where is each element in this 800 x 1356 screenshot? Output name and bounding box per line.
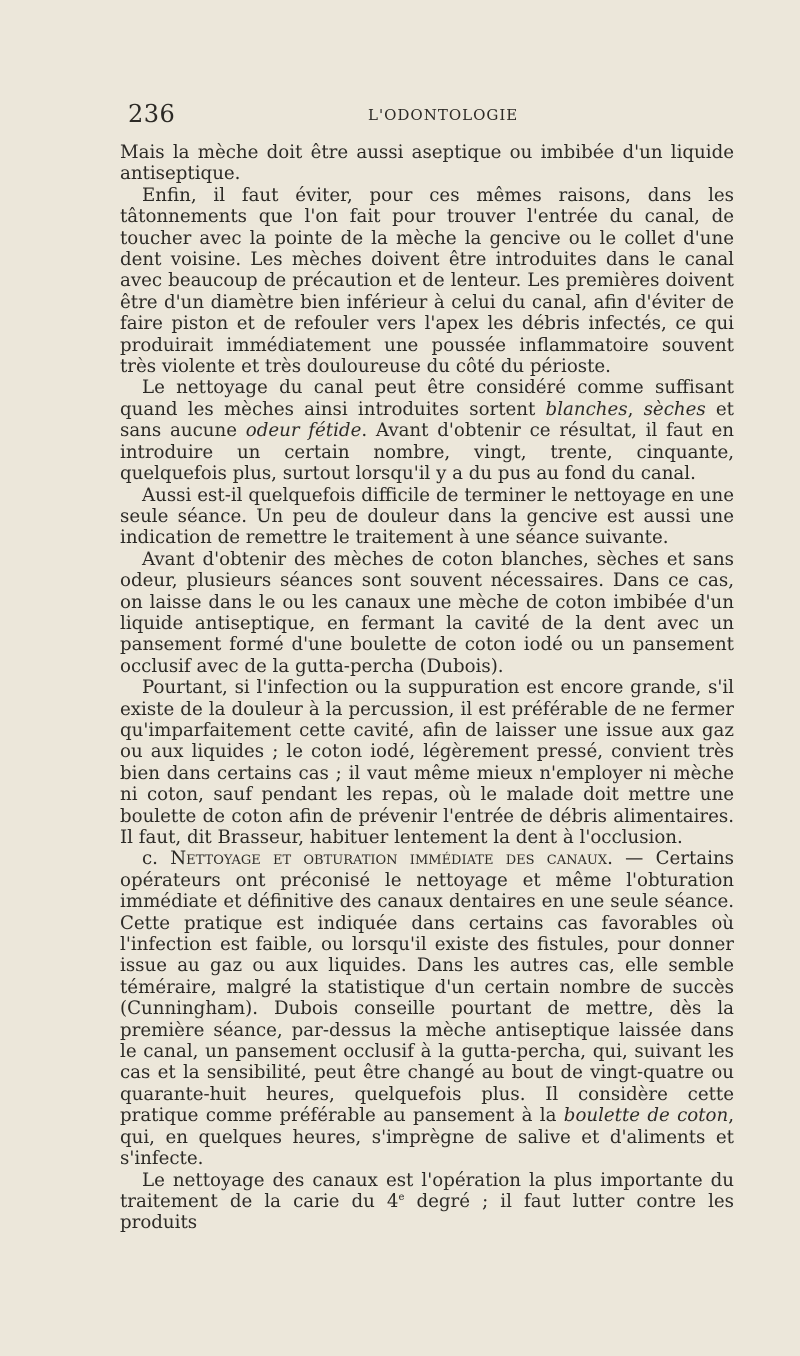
paragraph-text: Aussi est-il quelquefois difficile de terminer le nettoyage en une seule séance. Un peu de douleur dans la gencive est aussi une indication de remettre le traitement à une séance suivante. — [120, 484, 734, 549]
page-number: 236 — [128, 100, 176, 128]
body-text — [120, 142, 734, 1234]
paragraph — [120, 677, 734, 848]
paragraph-text: Le nettoyage des canaux est l'opération la plus importante du traitement de la carie du 4 — [120, 1169, 734, 1212]
italic-term: odeur fétide — [245, 420, 362, 442]
paragraph-text: Mais la mèche doit être aussi aseptique ou imbibée d'un liquide antiseptique. — [120, 142, 734, 185]
paragraph-text: Pourtant, si l'infection ou la suppuration est encore grande, s'il existe de la douleur à la percussion, il est préférable de ne fermer qu'imparfaitement cette cavité, afin de laisser une issue aux gaz ou aux liquides ; le coton iodé, légèrement pressé, convient très bien dans certains cas ; il vaut même mieux n'employer ni mèche ni coton, sauf pendant les repas, où le malade doit mettre une boulette de coton afin de prévenir l'entrée de débris alimentaires. Il faut, dit Brasseur, habituer lentement la dent à l'occlusion. — [120, 677, 734, 848]
page-header — [128, 100, 734, 130]
paragraph-text: Le nettoyage du canal peut être considéré comme suffisant quand les mèches ainsi introduites sortent — [120, 377, 734, 420]
paragraph — [120, 1170, 734, 1234]
italic-term: boulette de coton — [563, 1105, 729, 1127]
section-label: c. — [142, 848, 171, 870]
paragraph — [120, 848, 734, 1169]
paragraph-text: . Avant d'obtenir ce résultat, il faut en introduire un certain nombre, vingt, trente, cinquante, quelquefois plus, surtout lorsqu'il y a du pus au fond du canal. — [120, 420, 734, 485]
italic-term: blanches — [545, 398, 628, 420]
paragraph-text: degré ; il faut lutter contre les produits — [120, 1190, 734, 1234]
paragraph-text: Avant d'obtenir des mèches de coton blanches, sèches et sans odeur, plusieurs séances sont souvent nécessaires. Dans ce cas, on laisse dans le ou les canaux une mèche de coton imbibée d'un liquide antiseptique, en fermant la cavité de la dent avec un pansement formé d'une boulette de coton iodé ou un pansement occlusif avec de la gutta-percha (Dubois). — [120, 548, 734, 677]
paragraph — [120, 549, 734, 677]
italic-term: sèches — [643, 398, 706, 420]
paragraph — [120, 185, 734, 378]
paragraph-text: et sans aucune — [120, 398, 734, 442]
paragraph — [120, 377, 734, 484]
paragraph-text: , qui, en quelques heures, s'imprègne de salive et d'aliments et s'infecte. — [120, 1105, 735, 1170]
superscript: e — [398, 1191, 405, 1203]
section-heading: Nettoyage et obturation immédiate des canaux. — [170, 848, 613, 870]
paragraph-text: , — [627, 398, 644, 420]
paragraph — [120, 142, 734, 185]
paragraph-text: — Certains opérateurs ont préconisé le nettoyage et même l'obturation immédiate et définitive des canaux dentaires en une seule séance. Cette pratique est indiquée dans certains cas favorables où l'infection est faible, ou lorsqu'il existe des fistules, pour donner issue au gaz ou aux liquides. Dans les autres cas, elle semble téméraire, malgré la statistique d'un certain nombre de succès (Cunningham). Dubois conseille pourtant de mettre, dès la première séance, par-dessus la mèche antiseptique laissée dans le canal, un pansement occlusif à la gutta-percha, qui, suivant les cas et la sensibilité, peut être changé au bout de vingt-quatre ou quarante-huit heures, quelquefois plus. Il considère cette pratique comme préférable au pansement à la — [120, 848, 734, 1127]
paragraph-text: Enfin, il faut éviter, pour ces mêmes raisons, dans les tâtonnements que l'on fait pour trouver l'entrée du canal, de toucher avec la pointe de la mèche la gencive ou le collet d'une dent voisine. Les mèches doivent être introduites dans le canal avec beaucoup de précaution et de lenteur. Les premières doivent être d'un diamètre bien inférieur à celui du canal, afin d'éviter de faire piston et de refouler vers l'apex les débris infectés, ce qui produirait immédiatement une poussée inflammatoire souvent très violente et très douloureuse du côté du périoste. — [120, 184, 734, 378]
running-title: L'ODONTOLOGIE — [368, 106, 519, 124]
paragraph — [120, 485, 734, 549]
